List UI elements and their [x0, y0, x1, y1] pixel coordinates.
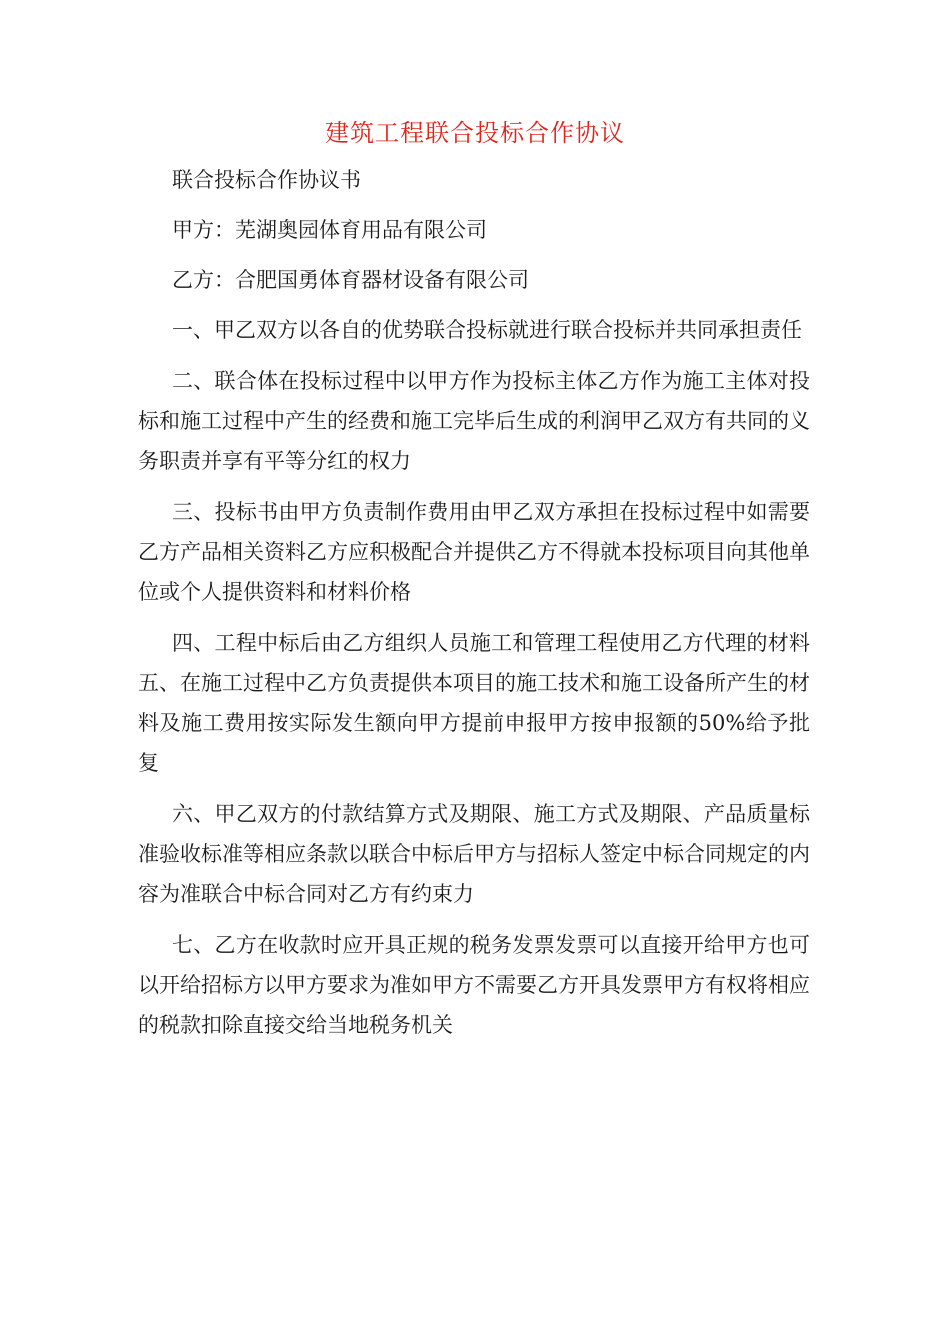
paragraph-clause-1: 一、甲乙双方以各自的优势联合投标就进行联合投标并共同承担责任 [172, 318, 802, 342]
paragraph-clause-4-5: 四、工程中标后由乙方组织人员施工和管理工程使用乙方代理的材料五、在施工过程中乙方负责提供本项目的施工技术和施工设备所产生的材料及施工费用按实际发生额向甲方提前申报甲方按申报额的50%给予批复 [138, 631, 810, 775]
paragraph-clause-7: 七、乙方在收款时应开具正规的税务发票发票可以直接开给甲方也可以开给招标方以甲方要求为准如甲方不需要乙方开具发票甲方有权将相应的税款扣除直接交给当地税务机关 [138, 933, 810, 1037]
paragraph-clause-6: 六、甲乙双方的付款结算方式及期限、施工方式及期限、产品质量标准验收标准等相应条款以联合中标后甲方与招标人签定中标合同规定的内容为准联合中标合同对乙方有约束力 [138, 802, 810, 906]
paragraph-clause-3: 三、投标书由甲方负责制作费用由甲乙双方承担在投标过程中如需要乙方产品相关资料乙方应积极配合并提供乙方不得就本投标项目向其他单位或个人提供资料和材料价格 [138, 500, 810, 604]
paragraph-heading: 联合投标合作协议书 [172, 168, 361, 192]
document-body [138, 160, 810, 1056]
paragraph-party-b: 乙方：合肥国勇体育器材设备有限公司 [172, 268, 529, 292]
document-title: 建筑工程联合投标合作协议 [325, 119, 625, 147]
paragraph-party-a: 甲方：芜湖奥园体育用品有限公司 [172, 218, 487, 242]
paragraph-clause-2: 二、联合体在投标过程中以甲方作为投标主体乙方作为施工主体对投标和施工过程中产生的经费和施工完毕后生成的利润甲乙双方有共同的义务职责并享有平等分红的权力 [138, 369, 810, 473]
